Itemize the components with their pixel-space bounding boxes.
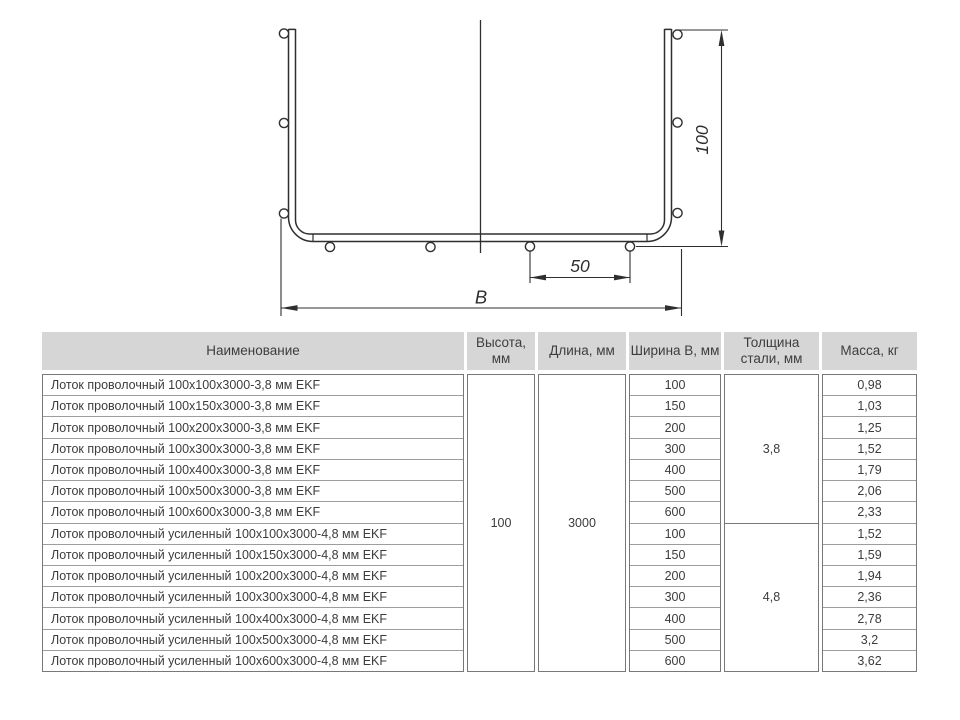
- width-value-cell: 600: [630, 650, 720, 671]
- header-length: Длина, мм: [538, 332, 626, 370]
- product-name-cell: Лоток проволочный усиленный 100х200х3000-4,8 мм EKF: [43, 565, 463, 586]
- column-height: [467, 374, 535, 672]
- mass-value-cell: 1,79: [823, 459, 916, 480]
- product-name-cell: Лоток проволочный 100х100х3000-3,8 мм EKF: [51, 378, 321, 393]
- product-name-cell: Лоток проволочный 100х300х3000-3,8 мм EKF: [43, 438, 463, 459]
- tray-cross-section-drawing: [0, 0, 960, 330]
- column-thickness: [724, 374, 819, 672]
- header-mass: Масса, кг: [822, 332, 917, 370]
- product-name-cell: Лоток проволочный усиленный 100х100х3000-4,8 мм EKF: [43, 523, 463, 544]
- left-wall-wire-circles: [279, 29, 288, 218]
- header-height: Высота, мм: [467, 332, 535, 370]
- mass-value-cell: 1,03: [823, 395, 916, 416]
- product-name-cell: Лоток проволочный 100х150х3000-3,8 мм EKF: [43, 395, 463, 416]
- width-value-cell: 600: [630, 501, 720, 522]
- width-value-cell: 150: [630, 395, 720, 416]
- mass-value-cell: 3,2: [823, 629, 916, 650]
- width-value-cell: 100: [664, 378, 686, 393]
- dim-label-width: B: [474, 286, 488, 308]
- header-width: Ширина В, мм: [629, 332, 721, 370]
- mass-value-cell: 1,94: [823, 565, 916, 586]
- length-value-cell: 3000: [568, 516, 596, 530]
- mass-value-cell: 1,59: [823, 544, 916, 565]
- mass-value-cell: 2,33: [823, 501, 916, 522]
- dim-label-pitch: 50: [570, 256, 590, 276]
- column-widths: [629, 374, 721, 672]
- product-name-cell: Лоток проволочный усиленный 100х400х3000-4,8 мм EKF: [43, 607, 463, 628]
- mass-value-cell: 2,78: [823, 607, 916, 628]
- product-name-cell: Лоток проволочный усиленный 100х300х3000-4,8 мм EKF: [43, 586, 463, 607]
- column-length: [538, 374, 626, 672]
- thickness-value-cell: 3,8: [762, 441, 781, 456]
- dim-label-height: 100: [692, 125, 712, 155]
- mass-value-cell: 3,62: [823, 650, 916, 671]
- column-names: [42, 374, 464, 672]
- width-value-cell: 100: [630, 523, 720, 544]
- spec-table: [42, 332, 920, 672]
- dimension-arrowheads: [281, 30, 724, 311]
- width-value-cell: 200: [630, 565, 720, 586]
- header-thickness: Толщина стали, мм: [724, 332, 819, 370]
- thickness-value-cell: 4,8: [725, 523, 818, 672]
- width-value-cell: 150: [630, 544, 720, 565]
- width-value-cell: 400: [630, 607, 720, 628]
- width-value-cell: 500: [630, 480, 720, 501]
- right-wall-wire-circles: [673, 30, 682, 218]
- width-value-cell: 300: [630, 438, 720, 459]
- header-name: Наименование: [42, 332, 464, 370]
- mass-value-cell: 2,36: [823, 586, 916, 607]
- product-name-cell: Лоток проволочный 100х600х3000-3,8 мм EKF: [43, 501, 463, 522]
- mass-value-cell: 1,52: [823, 523, 916, 544]
- product-name-cell: Лоток проволочный 100х400х3000-3,8 мм EKF: [43, 459, 463, 480]
- mass-value-cell: 0,98: [857, 378, 882, 393]
- column-masses: [822, 374, 917, 672]
- product-name-cell: Лоток проволочный 100х500х3000-3,8 мм EKF: [43, 480, 463, 501]
- height-value-cell: 100: [490, 516, 512, 530]
- width-value-cell: 400: [630, 459, 720, 480]
- table-body: [42, 374, 920, 672]
- table-header-row: [42, 332, 920, 370]
- width-value-cell: 300: [630, 586, 720, 607]
- mass-value-cell: 1,52: [823, 438, 916, 459]
- width-value-cell: 200: [630, 416, 720, 437]
- product-name-cell: Лоток проволочный усиленный 100х600х3000-4,8 мм EKF: [43, 650, 463, 671]
- mass-value-cell: 2,06: [823, 480, 916, 501]
- mass-value-cell: 1,25: [823, 416, 916, 437]
- product-name-cell: Лоток проволочный 100х200х3000-3,8 мм EKF: [43, 416, 463, 437]
- product-name-cell: Лоток проволочный усиленный 100х150х3000-4,8 мм EKF: [43, 544, 463, 565]
- product-name-cell: Лоток проволочный усиленный 100х500х3000-4,8 мм EKF: [43, 629, 463, 650]
- width-value-cell: 500: [630, 629, 720, 650]
